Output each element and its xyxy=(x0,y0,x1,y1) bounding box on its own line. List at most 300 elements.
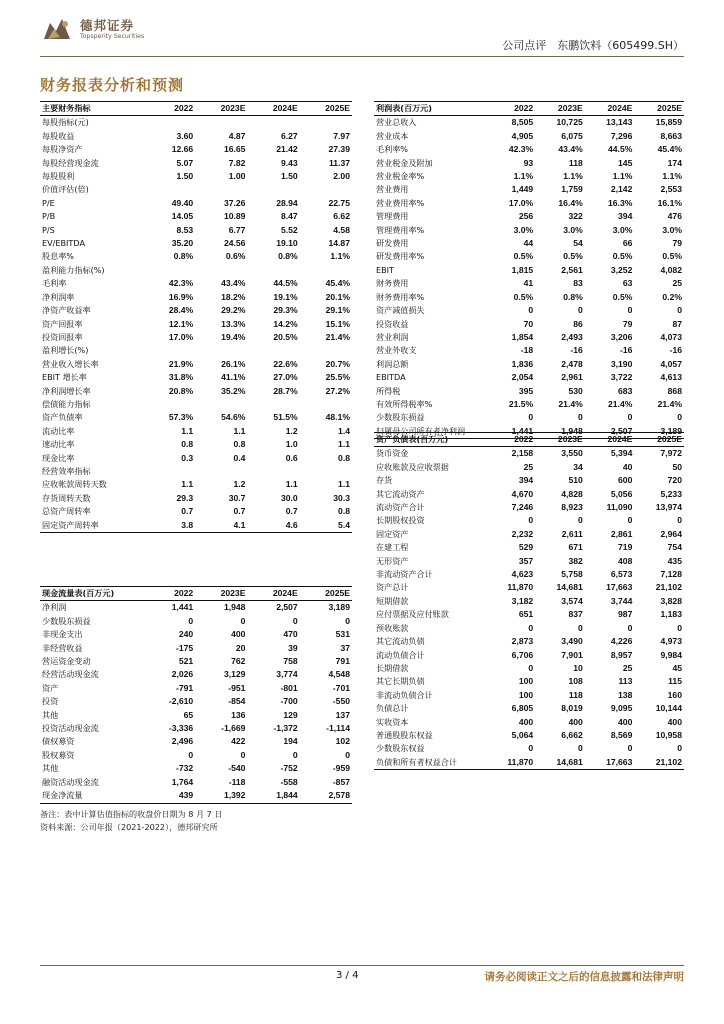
value-cell: 0 xyxy=(528,743,534,754)
value-cell: 27.2% xyxy=(325,385,350,396)
row-label-cell: 现金比率 xyxy=(42,452,75,463)
value-cell: 17,663 xyxy=(585,756,635,770)
value-cell: 1,441 xyxy=(486,425,536,439)
value-cell: 15,859 xyxy=(655,117,682,128)
row-label-cell: 少数股东损益 xyxy=(376,412,425,423)
year-header-cell: 2023E xyxy=(195,587,247,601)
value-cell: 27.0% xyxy=(273,372,298,383)
value-cell: 0 xyxy=(677,305,682,316)
table-row xyxy=(40,344,352,357)
year-header-cell: 2025E xyxy=(300,102,352,116)
income-statement-table xyxy=(374,101,684,439)
row-label-cell: 资产减值损失 xyxy=(376,305,425,316)
value-cell: 136 xyxy=(231,709,246,720)
value-cell: 510 xyxy=(568,475,583,486)
value-cell: 1,854 xyxy=(511,331,534,342)
value-cell: 4.58 xyxy=(333,224,350,235)
value-cell: 8,923 xyxy=(561,502,583,513)
value-cell: 3,190 xyxy=(610,358,633,369)
row-label-cell: 研发费用 xyxy=(376,238,409,249)
value-cell xyxy=(300,398,352,411)
value-cell: 10 xyxy=(573,662,583,673)
value-cell: 49.40 xyxy=(171,197,194,208)
value-cell: 14,681 xyxy=(535,756,585,770)
value-cell: 2,964 xyxy=(660,528,682,539)
value-cell: 0 xyxy=(677,622,682,633)
table-row xyxy=(40,210,352,223)
row-label-cell: 流动负债合计 xyxy=(376,649,425,660)
table-row xyxy=(40,478,352,491)
row-label-cell: 货币资金 xyxy=(376,448,409,459)
value-cell: 44.5% xyxy=(273,278,298,289)
row-label-cell: 资产 xyxy=(42,682,59,693)
table-row xyxy=(40,789,352,803)
value-cell: 24.56 xyxy=(223,238,246,249)
table-row xyxy=(40,601,352,615)
table-row xyxy=(374,568,684,581)
year-header-cell: 2023E xyxy=(535,102,585,116)
value-cell: 0.5% xyxy=(612,251,633,262)
value-cell: -18 xyxy=(520,345,534,356)
value-cell: 138 xyxy=(618,689,633,700)
value-cell: 5,394 xyxy=(610,448,633,459)
row-label-cell: 所得税 xyxy=(376,385,401,396)
value-cell: 0 xyxy=(528,305,534,316)
value-cell: 26.1% xyxy=(221,358,246,369)
table-row xyxy=(374,689,684,702)
table-row xyxy=(374,622,684,635)
row-label-cell: 现金净流量 xyxy=(40,789,143,803)
value-cell: 35.2% xyxy=(221,385,246,396)
row-label-cell: 长期借款 xyxy=(376,662,409,673)
row-label-cell: 其它流动负债 xyxy=(376,636,425,647)
year-header-cell: 2022 xyxy=(143,102,195,116)
value-cell: 8.53 xyxy=(176,224,194,235)
value-cell: 9,095 xyxy=(610,703,633,714)
value-cell: 87 xyxy=(672,318,682,329)
value-cell: 719 xyxy=(618,542,633,553)
table-row xyxy=(374,716,684,729)
table-row xyxy=(40,318,352,331)
value-cell: -3,336 xyxy=(168,723,194,734)
value-cell: 19.4% xyxy=(221,331,246,342)
value-cell: 5,064 xyxy=(511,729,534,740)
value-cell: 8,663 xyxy=(660,130,682,141)
row-label-cell: 研发费用率% xyxy=(376,251,425,262)
value-cell: 3,129 xyxy=(223,669,246,680)
value-cell: 7,296 xyxy=(610,130,633,141)
value-cell: 3,744 xyxy=(610,595,633,606)
value-cell: 30.0 xyxy=(280,492,298,503)
table-row xyxy=(374,398,684,411)
value-cell: 357 xyxy=(518,555,534,566)
value-cell: 1.1% xyxy=(513,171,534,182)
value-cell: 37.26 xyxy=(223,197,246,208)
row-label-cell: 管理费用率% xyxy=(376,224,425,235)
value-cell: 3,774 xyxy=(276,669,298,680)
value-cell: 4,623 xyxy=(511,569,534,580)
value-cell: 758 xyxy=(283,656,298,667)
company-logo-icon xyxy=(40,13,74,47)
value-cell: 9,984 xyxy=(660,649,682,660)
value-cell: 41 xyxy=(523,278,534,289)
value-cell: 470 xyxy=(283,629,298,640)
cash-flow-table xyxy=(40,586,352,804)
value-cell: -550 xyxy=(332,696,350,707)
value-cell: 1.50 xyxy=(176,171,194,182)
value-cell: -700 xyxy=(280,696,298,707)
value-cell: 5.4 xyxy=(300,519,352,533)
table-row xyxy=(374,702,684,715)
value-cell: 20.8% xyxy=(168,385,194,396)
table-row xyxy=(40,237,352,250)
table-row xyxy=(40,130,352,143)
value-cell: 0.7 xyxy=(285,506,298,517)
row-label-cell: 债权募资 xyxy=(42,736,75,747)
value-cell: 1,764 xyxy=(171,776,194,787)
value-cell: 0 xyxy=(578,305,583,316)
value-cell: 2,861 xyxy=(610,528,633,539)
value-cell: 118 xyxy=(568,157,583,168)
value-cell: 48.1% xyxy=(325,412,350,423)
table-row xyxy=(374,157,684,170)
value-cell: 34 xyxy=(573,461,583,472)
row-label-cell: 营业成本 xyxy=(376,130,409,141)
value-cell: 868 xyxy=(667,385,682,396)
value-cell: 476 xyxy=(667,211,682,222)
value-cell: 1.50 xyxy=(280,171,298,182)
value-cell: 1.1% xyxy=(563,171,583,182)
value-cell: 7,128 xyxy=(660,569,682,580)
table-row xyxy=(40,250,352,263)
row-label-cell: 每股经营现金流 xyxy=(42,157,99,168)
table-row xyxy=(40,749,352,762)
row-label-cell: 存货周转天数 xyxy=(42,492,91,503)
value-cell: 0 xyxy=(188,615,194,626)
value-cell: 14.2% xyxy=(273,318,298,329)
value-cell: 0 xyxy=(627,412,633,423)
value-cell xyxy=(247,183,299,196)
value-cell: 11,090 xyxy=(606,502,633,513)
value-cell: 3,206 xyxy=(610,331,633,342)
row-label-cell: 非流动负债合计 xyxy=(376,689,433,700)
value-cell: 25.5% xyxy=(325,372,350,383)
value-cell: 0 xyxy=(627,305,633,316)
row-label-cell: 归属母公司所有者净利润 xyxy=(374,425,486,439)
value-cell: 6,573 xyxy=(610,569,633,580)
value-cell: 43.4% xyxy=(221,278,246,289)
row-label-cell: 营业收入增长率 xyxy=(42,358,99,369)
value-cell: 129 xyxy=(283,709,298,720)
value-cell: 16.3% xyxy=(608,197,633,208)
value-cell: 0 xyxy=(345,749,350,760)
value-cell: 2.00 xyxy=(333,171,350,182)
table-row xyxy=(40,116,352,130)
value-cell: 21.4% xyxy=(325,331,350,342)
value-cell: 10,144 xyxy=(655,703,682,714)
value-cell: 6,805 xyxy=(511,703,534,714)
value-cell: 21.42 xyxy=(276,144,298,155)
section-title: 财务报表分析和预测 xyxy=(40,76,185,94)
table-row xyxy=(40,157,352,170)
value-cell: 791 xyxy=(335,656,350,667)
value-cell: 400 xyxy=(667,716,682,727)
value-cell: 2,578 xyxy=(300,789,352,803)
table-row xyxy=(40,304,352,317)
value-cell: -2,610 xyxy=(168,696,194,707)
balance-sheet-table xyxy=(374,432,684,770)
value-cell xyxy=(300,264,352,277)
value-cell: 0.5% xyxy=(563,251,583,262)
table-row xyxy=(40,642,352,655)
value-cell xyxy=(300,183,352,196)
value-cell: -558 xyxy=(280,776,298,787)
row-label-cell: 普通股股东权益 xyxy=(376,729,433,740)
value-cell: 5.52 xyxy=(280,224,298,235)
row-label-cell: EBIT 增长率 xyxy=(42,372,87,383)
value-cell: 29.3 xyxy=(176,492,194,503)
value-cell: 4,905 xyxy=(511,130,534,141)
value-cell: 70 xyxy=(523,318,534,329)
row-label-cell: 负债总计 xyxy=(376,703,409,714)
table-row xyxy=(40,709,352,722)
value-cell: 3.0% xyxy=(563,224,583,235)
value-cell: 1,844 xyxy=(247,789,299,803)
value-cell: -732 xyxy=(176,763,194,774)
value-cell: 0 xyxy=(528,622,534,633)
value-cell: 4.6 xyxy=(247,519,299,533)
value-cell: 529 xyxy=(518,542,534,553)
value-cell: 174 xyxy=(667,157,682,168)
row-label-cell: 资产回报率 xyxy=(42,318,83,329)
value-cell xyxy=(143,264,195,277)
value-cell: 10.89 xyxy=(223,211,246,222)
table-row xyxy=(374,116,684,130)
table-row xyxy=(40,492,352,505)
value-cell: 29.3% xyxy=(273,305,298,316)
value-cell: 2,507 xyxy=(585,425,635,439)
value-cell: -801 xyxy=(280,682,298,693)
value-cell: 1.1% xyxy=(662,171,682,182)
table-row xyxy=(374,358,684,371)
value-cell: 5.07 xyxy=(176,157,194,168)
value-cell: 3.0% xyxy=(513,224,534,235)
row-label-cell: 长期股权投资 xyxy=(376,515,425,526)
row-label-cell: 财务费用 xyxy=(376,278,409,289)
table-row xyxy=(374,331,684,344)
value-cell: 30.7 xyxy=(228,492,246,503)
value-cell: -16 xyxy=(570,345,583,356)
row-label-cell: 经营活动现金流 xyxy=(42,669,99,680)
value-cell: 4,670 xyxy=(511,488,534,499)
value-cell: 0.8 xyxy=(233,439,246,450)
row-label-cell: 净利润增长率 xyxy=(42,385,91,396)
value-cell: 2,496 xyxy=(171,736,194,747)
table-row xyxy=(40,264,352,277)
value-cell: 0.4 xyxy=(233,452,246,463)
table-row xyxy=(374,756,684,770)
table-row xyxy=(374,581,684,594)
table-row xyxy=(374,371,684,384)
value-cell: 4,073 xyxy=(660,331,682,342)
value-cell: 0 xyxy=(345,615,350,626)
value-cell: 22.6% xyxy=(273,358,298,369)
row-label-cell: 价值评估(倍) xyxy=(42,184,89,195)
value-cell: 17.0% xyxy=(508,197,534,208)
year-header-cell: 2023E xyxy=(195,102,247,116)
row-label-cell: 固定资产周转率 xyxy=(40,519,143,533)
table-row xyxy=(40,438,352,451)
value-cell: 521 xyxy=(178,656,194,667)
value-cell xyxy=(195,183,247,196)
row-label-cell: 资产负债率 xyxy=(42,412,83,423)
value-cell xyxy=(247,398,299,411)
year-header-cell: 2022 xyxy=(143,587,195,601)
value-cell: 1,948 xyxy=(535,425,585,439)
value-cell: 1.1 xyxy=(233,425,246,436)
value-cell: 600 xyxy=(618,475,633,486)
value-cell: 13,974 xyxy=(655,502,682,513)
table-row xyxy=(374,411,684,424)
value-cell: -857 xyxy=(332,776,350,787)
value-cell: 1.0 xyxy=(285,439,298,450)
value-cell: 16.9% xyxy=(168,291,194,302)
value-cell: 83 xyxy=(573,278,583,289)
row-label-cell: 非现金支出 xyxy=(42,629,83,640)
table-row xyxy=(40,465,352,478)
table-row xyxy=(40,668,352,681)
table-row xyxy=(40,291,352,304)
value-cell: 394 xyxy=(518,475,534,486)
table-row xyxy=(40,655,352,668)
table-header-row xyxy=(374,433,684,447)
value-cell: 3,828 xyxy=(660,595,682,606)
value-cell: 16.1% xyxy=(657,197,682,208)
value-cell: 6,075 xyxy=(561,130,583,141)
value-cell: 79 xyxy=(672,238,682,249)
value-cell: 16.4% xyxy=(558,197,583,208)
valuation-note: 备注：表中计算估值指标的收盘价日期为 8 月 7 日 xyxy=(40,809,223,819)
value-cell: 8,569 xyxy=(610,729,633,740)
value-cell: 1,392 xyxy=(195,789,247,803)
table-row xyxy=(374,318,684,331)
value-cell: 6.77 xyxy=(228,224,246,235)
row-label-cell: 应收账款及应收票据 xyxy=(376,461,449,472)
value-cell: 11,870 xyxy=(507,582,534,593)
row-label-cell: 短期借款 xyxy=(376,595,409,606)
value-cell: 137 xyxy=(335,709,350,720)
value-cell: 3,252 xyxy=(610,264,633,275)
value-cell xyxy=(195,465,247,478)
value-cell: 15.1% xyxy=(325,318,350,329)
value-cell: 16.65 xyxy=(223,144,246,155)
table-row xyxy=(40,197,352,210)
row-label-cell: 流动资产合计 xyxy=(376,502,425,513)
table-row xyxy=(374,385,684,398)
row-label-cell: 股权募资 xyxy=(42,749,75,760)
value-cell: 4,548 xyxy=(328,669,350,680)
value-cell: 1.1 xyxy=(181,425,194,436)
value-cell: 0 xyxy=(528,515,534,526)
value-cell: 0.6% xyxy=(225,251,246,262)
value-cell: 43.4% xyxy=(558,144,583,155)
value-cell: 14,681 xyxy=(556,582,583,593)
table-row xyxy=(374,675,684,688)
value-cell: 4,082 xyxy=(660,264,682,275)
value-cell: 0 xyxy=(528,662,534,673)
row-label-cell: 每股净资产 xyxy=(42,144,83,155)
table-row xyxy=(374,344,684,357)
table-row xyxy=(374,224,684,237)
value-cell: -16 xyxy=(619,345,633,356)
value-cell: 42.3% xyxy=(508,144,534,155)
value-cell: 8.47 xyxy=(280,211,298,222)
row-label-cell: 应收帐款周转天数 xyxy=(42,479,107,490)
value-cell: 20.1% xyxy=(325,291,350,302)
value-cell: 102 xyxy=(335,736,350,747)
value-cell: 28.94 xyxy=(276,197,298,208)
value-cell: 0 xyxy=(240,615,246,626)
table-row xyxy=(40,425,352,438)
value-cell: 42.3% xyxy=(168,278,194,289)
value-cell: 1.1 xyxy=(338,479,350,490)
value-cell: 29.1% xyxy=(325,305,350,316)
row-label-cell: 应付票据及应付账款 xyxy=(376,609,449,620)
value-cell: 395 xyxy=(518,385,534,396)
value-cell: 54 xyxy=(573,238,583,249)
row-label-cell: 营业费用率% xyxy=(376,197,425,208)
value-cell: 2,507 xyxy=(276,602,298,613)
value-cell xyxy=(143,398,195,411)
value-cell: -540 xyxy=(228,763,246,774)
value-cell: -118 xyxy=(228,776,246,787)
value-cell: 0 xyxy=(578,743,583,754)
value-cell xyxy=(300,344,352,357)
table-row xyxy=(374,501,684,514)
value-cell: 400 xyxy=(618,716,633,727)
value-cell: 0 xyxy=(627,622,633,633)
row-label-cell: 每股指标(元) xyxy=(42,117,89,128)
value-cell: 86 xyxy=(573,318,583,329)
row-label-cell: 盈利能力指标(%) xyxy=(42,264,105,275)
value-cell xyxy=(143,116,195,130)
value-cell: 11,870 xyxy=(486,756,536,770)
value-cell: 145 xyxy=(618,157,633,168)
row-label-cell: 投资回报率 xyxy=(42,331,83,342)
value-cell: 14.05 xyxy=(171,211,194,222)
table-title-cell: 利润表(百万元) xyxy=(374,102,486,116)
value-cell: 3,722 xyxy=(610,372,633,383)
row-label-cell: 毛利率 xyxy=(42,278,67,289)
value-cell: -1,669 xyxy=(221,723,246,734)
row-label-cell: 投资活动现金流 xyxy=(42,723,99,734)
value-cell: 2,026 xyxy=(171,669,194,680)
value-cell: 0.2% xyxy=(662,291,682,302)
value-cell: 3,182 xyxy=(511,595,534,606)
table-row xyxy=(40,398,352,411)
value-cell: 1,948 xyxy=(223,602,246,613)
value-cell: 394 xyxy=(618,211,633,222)
year-header-cell: 2024E xyxy=(247,102,299,116)
value-cell: 2,493 xyxy=(561,331,583,342)
row-label-cell: 少数股东权益 xyxy=(376,743,425,754)
row-label-cell: 营业税金及附加 xyxy=(376,157,433,168)
value-cell: 113 xyxy=(618,676,633,687)
value-cell: 1.1 xyxy=(338,439,350,450)
company-logo xyxy=(40,13,180,47)
value-cell: -752 xyxy=(280,763,298,774)
value-cell: 21.4% xyxy=(657,398,682,409)
